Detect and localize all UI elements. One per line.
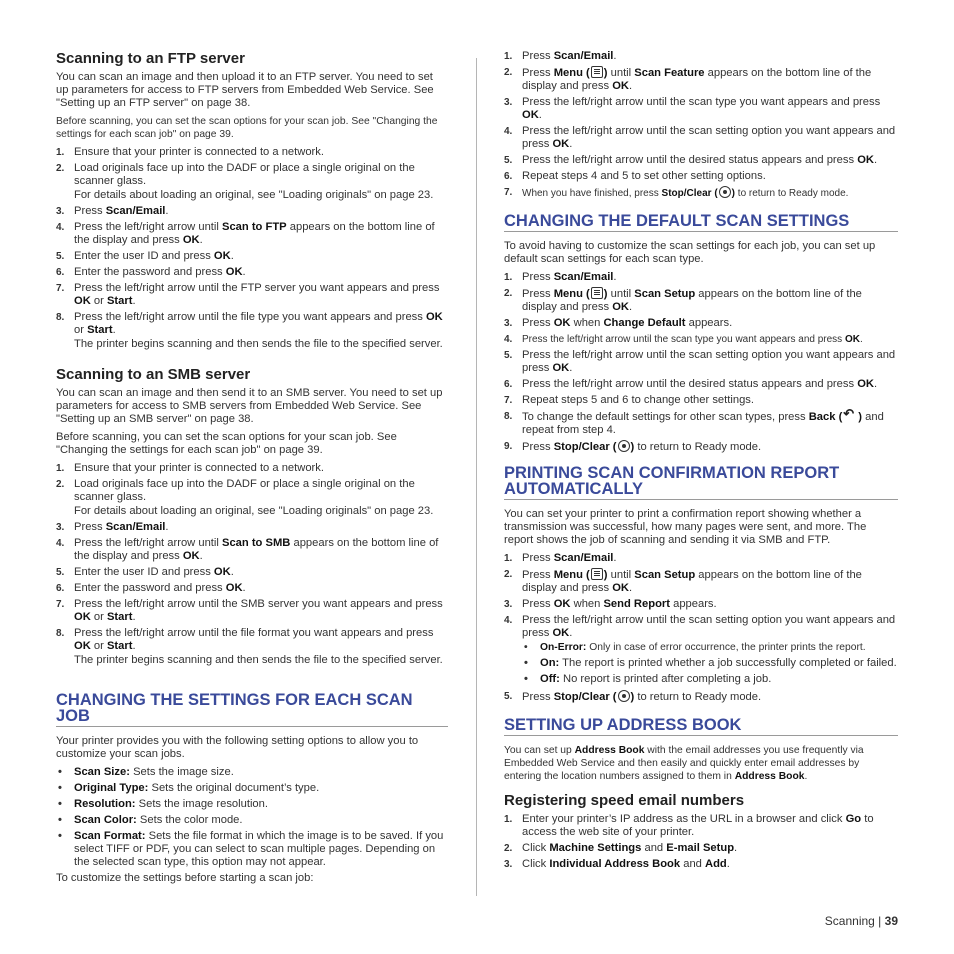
list-item: 5. Enter the user ID and press OK.	[56, 566, 234, 578]
list-item: 3. Click Individual Address Book and Add.	[504, 858, 730, 870]
list-item: 1. Enter your printer’s IP address as the URL in a browser and click Go to access the web site of your printer.	[504, 813, 874, 838]
list-item: 6. Repeat steps 4 and 5 to set other setting options.	[504, 170, 766, 182]
smb-steps	[56, 462, 448, 667]
list-item: 1. Press Scan/Email.	[504, 271, 617, 283]
list-item: • Scan Format: Sets the file format in which the image is to be saved. If you select TIFF or PDF, you can select to scan multiple pages. Depending on the selected scan type, this option may not appear.	[56, 830, 448, 869]
page-number: 39	[884, 914, 898, 928]
each-scan-steps	[504, 50, 898, 200]
list-item: 8. Press the left/right arrow until the file format you want appears and press OK or Start. The printer begins scanning and then sends the file to the specified server.	[56, 627, 443, 666]
list-item: 9. Press Stop/Clear ( ) to return to Ready mode.	[504, 441, 762, 453]
list-item: 1. Press Scan/Email.	[504, 552, 617, 564]
list-item: • On-Error: Only in case of error occurrence, the printer prints the report.	[522, 641, 898, 654]
list-item: 6. Press the left/right arrow until the desired status appears and press OK.	[504, 378, 878, 390]
menu-icon	[591, 287, 603, 299]
list-item: 4. Press the left/right arrow until Scan to FTP appears on the bottom line of the display and press OK.	[56, 221, 435, 246]
list-item: 5. Press Stop/Clear ( ) to return to Ready mode.	[504, 691, 762, 703]
each-scan-intro: Your printer provides you with the following setting options to allow you to customize your scan jobs.	[56, 735, 419, 760]
list-item: 1. Ensure that your printer is connected to a network.	[56, 462, 324, 474]
list-item: 6. Enter the password and press OK.	[56, 582, 246, 594]
smb-before: Before scanning, you can set the scan options for your scan job. See "Changing the settings for each scan job" on page 39.	[56, 431, 397, 456]
menu-icon	[591, 66, 603, 78]
address-book-intro: You can set up Address Book with the email addresses you use frequently via Embedded Web Service and then easily and quickly enter email addresses by entering the location numbers assigned to them in Address Book.	[504, 745, 864, 782]
list-item: 4. Press the left/right arrow until the scan setting option you want appears and press OK.	[504, 125, 896, 150]
right-column	[504, 50, 898, 874]
list-item: 7. When you have finished, press Stop/Clear ( ) to return to Ready mode.	[504, 187, 849, 199]
list-item: 7. Press the left/right arrow until the FTP server you want appears and press OK or Start.	[56, 282, 440, 307]
report-heading: PRINTING SCAN CONFIRMATION REPORT AUTOMATICALLY	[504, 465, 898, 500]
report-intro: You can set your printer to print a confirmation report showing whether a transmission was successful, how many pages were sent, and more. The report shows the job of scanning and sending it via SMB and FTP.	[504, 508, 867, 546]
footer-section: Scanning	[824, 914, 875, 928]
left-column	[56, 50, 448, 890]
ftp-before: Before scanning, you can set the scan options for your scan job. See "Changing the settings for each scan job" on page 39.	[56, 116, 438, 140]
each-scan-outro: To customize the settings before starting a scan job:	[56, 872, 314, 884]
ftp-intro: You can scan an image and then upload it to an FTP server. You need to set up parameters for access to FTP servers from Embedded Web Service. See "Setting up an FTP server" on page 38.	[56, 71, 434, 109]
smb-heading: Scanning to an SMB server	[56, 366, 251, 383]
list-item: 3. Press Scan/Email.	[56, 205, 169, 217]
list-item: 3. Press the left/right arrow until the scan type you want appears and press OK.	[504, 96, 881, 121]
smb-intro: You can scan an image and then send it to an SMB server. You need to set up parameters for access to SMB servers from Embedded Web Service. See "Setting up an SMB server" on page 38.	[56, 387, 443, 425]
address-book-heading: SETTING UP ADDRESS BOOK	[504, 717, 898, 736]
list-item: 2. Press Menu ( ) until Scan Feature appears on the bottom line of the display and press OK.	[504, 67, 872, 92]
list-item: 2. Load originals face up into the DADF or place a single original on the scanner glass. For details about loading an original, see "Loading originals" on page 23.	[56, 478, 434, 517]
report-steps	[504, 552, 898, 704]
list-item: 2. Press Menu ( ) until Scan Setup appears on the bottom line of the display and press OK.	[504, 288, 862, 313]
menu-icon	[591, 568, 603, 580]
report-options	[522, 641, 898, 686]
ftp-heading: Scanning to an FTP server	[56, 50, 245, 67]
list-item: 7. Repeat steps 5 and 6 to change other settings.	[504, 394, 754, 406]
default-scan-steps	[504, 271, 898, 454]
scan-options-list	[56, 766, 448, 869]
each-scan-heading: CHANGING THE SETTINGS FOR EACH SCAN JOB	[56, 692, 448, 727]
list-item: 2. Press Menu ( ) until Scan Setup appears on the bottom line of the display and press OK.	[504, 569, 862, 594]
default-scan-intro: To avoid having to customize the scan settings for each job, you can set up default scan settings for each scan type.	[504, 240, 876, 265]
list-item: 3. Press OK when Send Report appears.	[504, 598, 717, 610]
list-item: 3. Press OK when Change Default appears.	[504, 317, 733, 329]
list-item: • Scan Color: Sets the color mode.	[56, 814, 448, 827]
stop-clear-icon	[618, 690, 630, 702]
list-item: 4. Press the left/right arrow until the scan type you want appears and press OK.	[504, 334, 863, 345]
list-item: • On: The report is printed whether a job successfully completed or failed.	[522, 657, 898, 670]
list-item: • Off: No report is printed after completing a job.	[522, 673, 898, 686]
default-scan-heading: CHANGING THE DEFAULT SCAN SETTINGS	[504, 213, 898, 232]
list-item: 8. To change the default settings for other scan types, press Back (↶ ) and repeat from step 4.	[504, 410, 898, 437]
list-item: 2. Click Machine Settings and E-mail Setup.	[504, 842, 738, 854]
list-item: 5. Press the left/right arrow until the scan setting option you want appears and press OK.	[504, 349, 896, 374]
back-icon	[843, 410, 857, 422]
stop-clear-icon	[719, 186, 731, 198]
list-item: 1. Press Scan/Email.	[504, 50, 617, 62]
list-item: 5. Enter the user ID and press OK.	[56, 250, 234, 262]
list-item: • Resolution: Sets the image resolution.	[56, 798, 448, 811]
stop-clear-icon	[618, 440, 630, 452]
list-item: 7. Press the left/right arrow until the SMB server you want appears and press OK or Start.	[56, 598, 443, 623]
ftp-steps	[56, 146, 448, 351]
list-item: 1. Ensure that your printer is connected to a network.	[56, 146, 324, 158]
list-item: • Original Type: Sets the original document’s type.	[56, 782, 448, 795]
list-item: 3. Press Scan/Email.	[56, 521, 169, 533]
column-divider	[476, 58, 477, 896]
list-item: 4. Press the left/right arrow until the scan setting option you want appears and press OK. • On-Error: Only in case of error occurrence, the printer prints the report. • On: The report is printed whether a job successfully completed or failed. • Off: No report is printed after completing a job.	[504, 614, 898, 686]
list-item: 6. Enter the password and press OK.	[56, 266, 246, 278]
list-item: 5. Press the left/right arrow until the desired status appears and press OK.	[504, 154, 878, 166]
address-steps	[504, 813, 898, 871]
speed-email-heading: Registering speed email numbers	[504, 792, 745, 809]
page-footer: Scanning | 39	[824, 914, 898, 928]
list-item: • Scan Size: Sets the image size.	[56, 766, 448, 779]
list-item: 2. Load originals face up into the DADF or place a single original on the scanner glass. For details about loading an original, see "Loading originals" on page 23.	[56, 162, 434, 201]
list-item: 4. Press the left/right arrow until Scan to SMB appears on the bottom line of the display and press OK.	[56, 537, 439, 562]
list-item: 8. Press the left/right arrow until the file type you want appears and press OK or Start. The printer begins scanning and then sends the file to the specified server.	[56, 311, 443, 350]
